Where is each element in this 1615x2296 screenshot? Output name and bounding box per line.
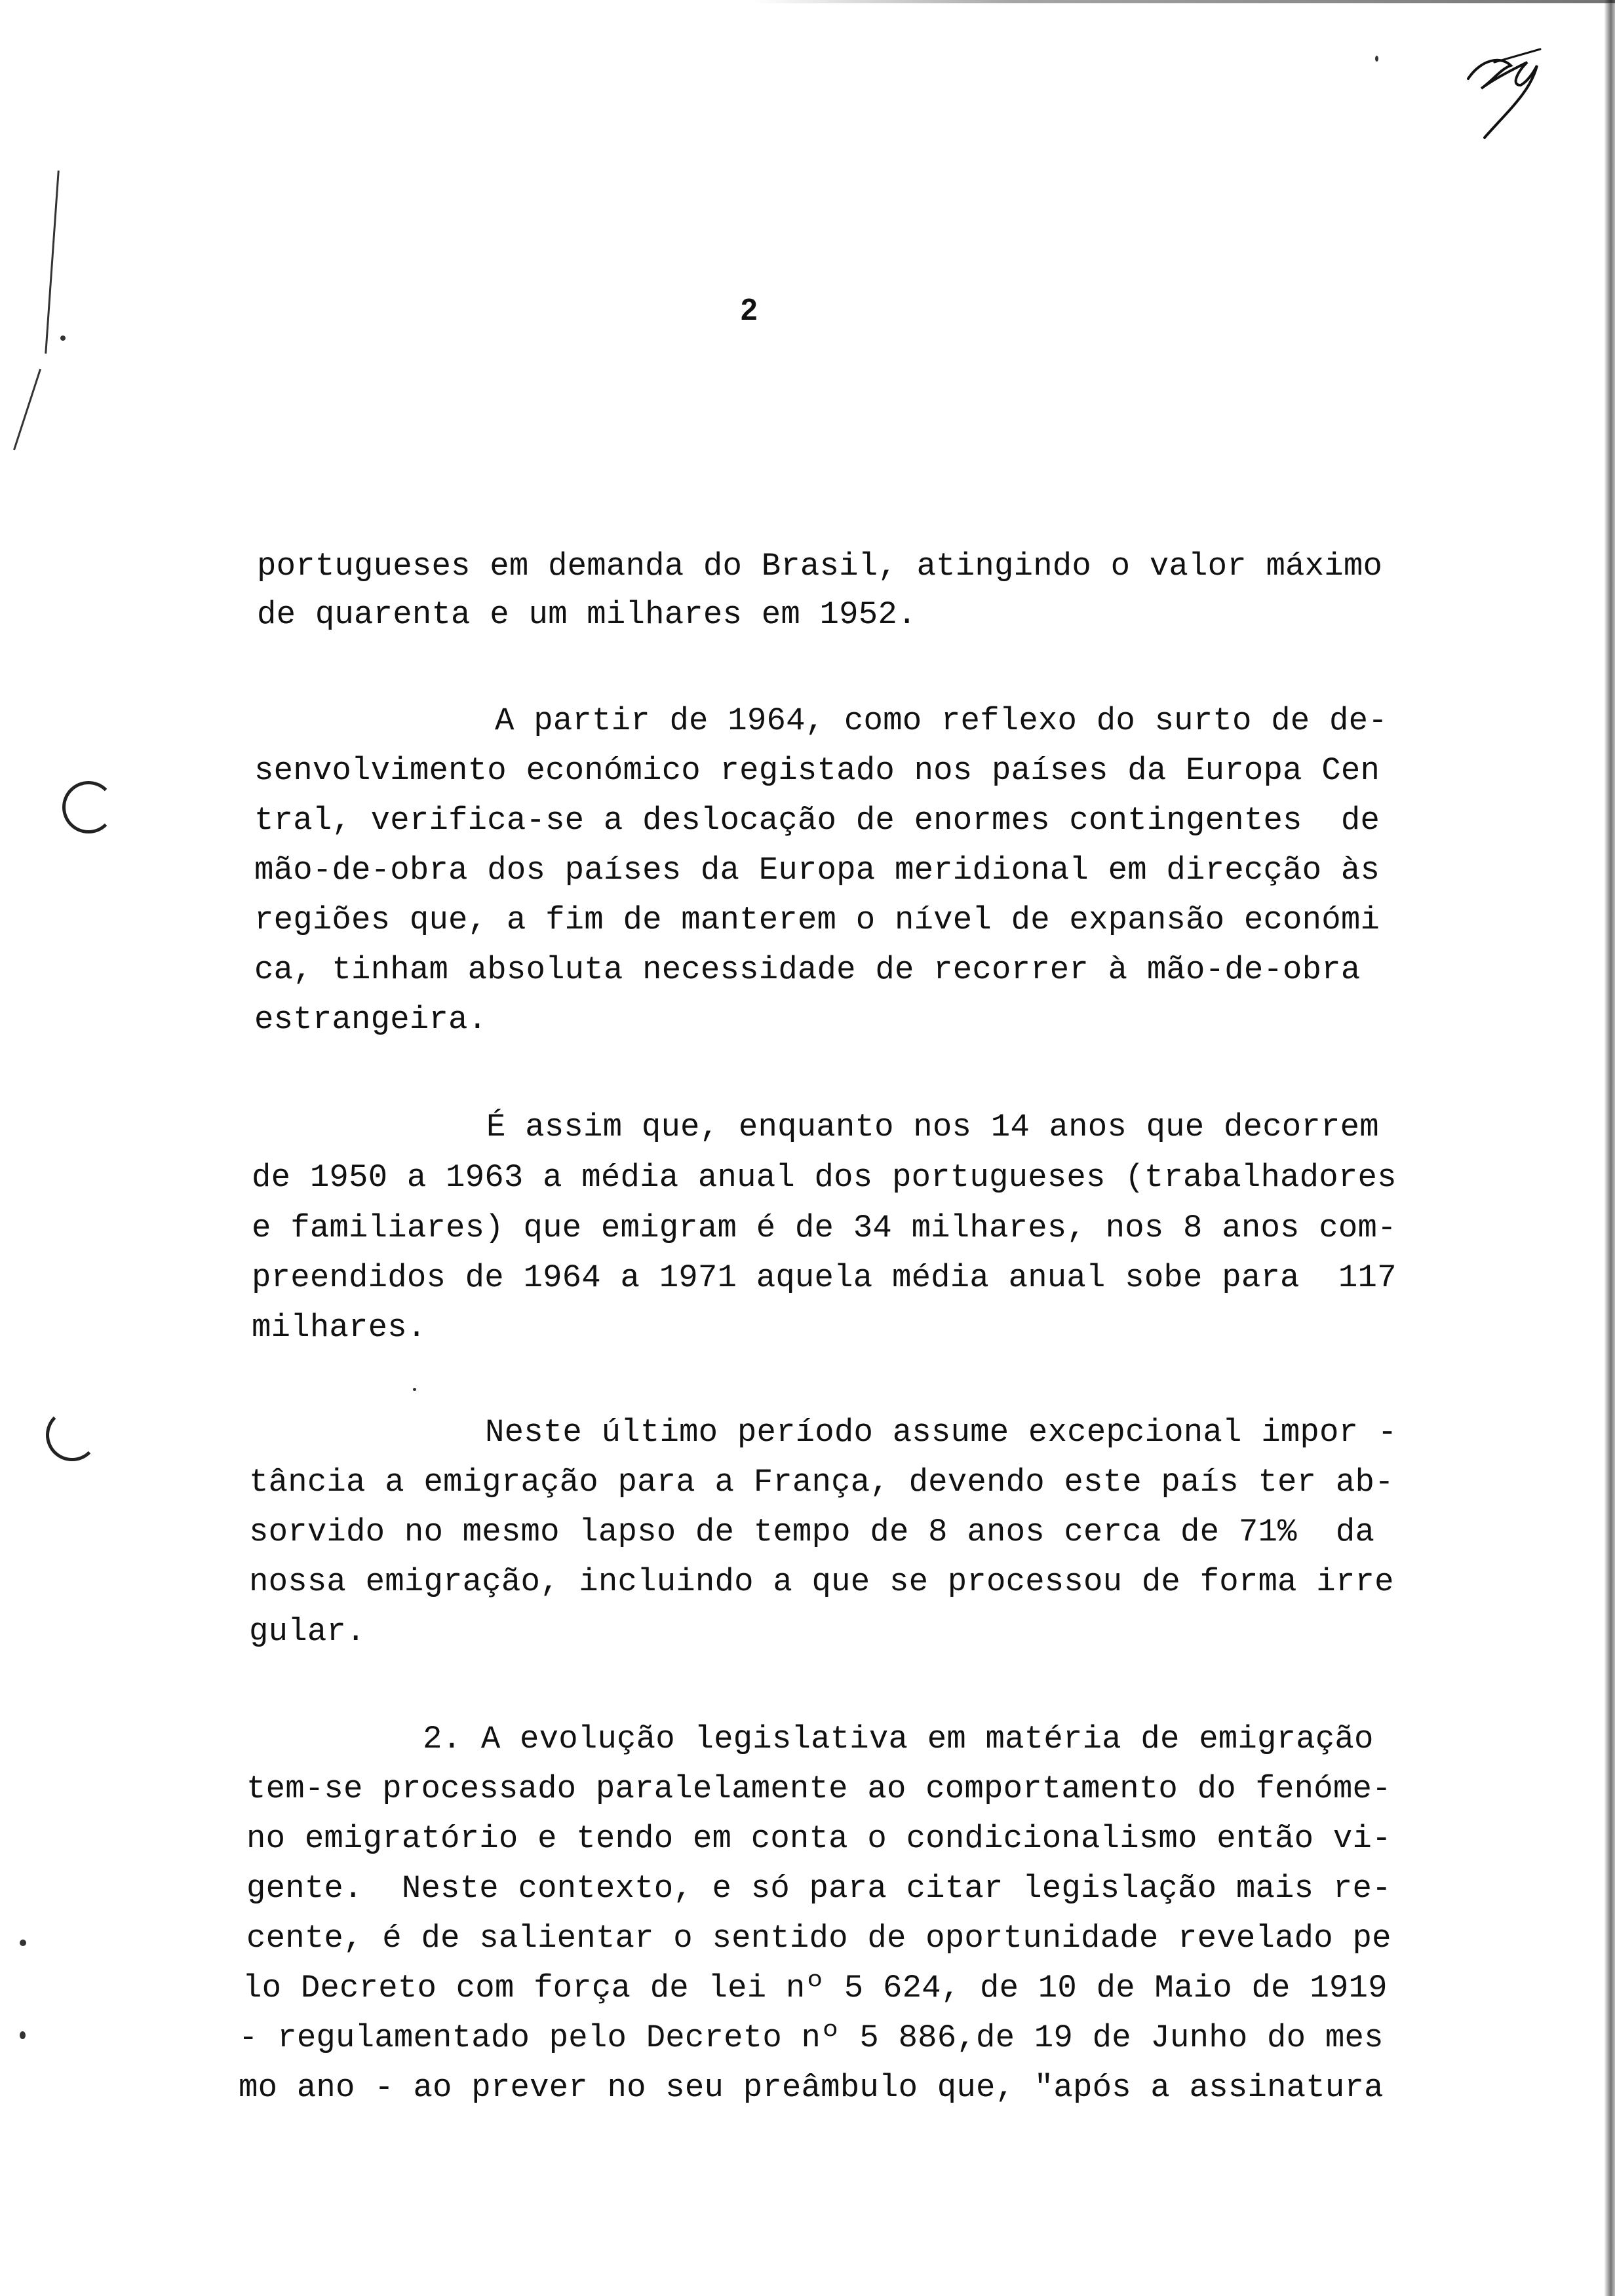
text-line: Neste último período assume excepcional impor - bbox=[485, 1414, 1397, 1451]
text-line: gular. bbox=[249, 1613, 366, 1650]
text-line: mão-de-obra dos países da Europa meridional em direcção às bbox=[254, 852, 1380, 889]
scan-speck bbox=[60, 335, 66, 341]
text-line: nossa emigração, incluindo a que se processou de forma irre bbox=[249, 1563, 1394, 1600]
text-line: regiões que, a fim de manterem o nível de expansão económi bbox=[254, 902, 1380, 938]
text-line: senvolvimento económico registado nos países da Europa Cen bbox=[254, 752, 1380, 789]
punch-hole-mark bbox=[46, 1409, 98, 1461]
punch-hole-mark bbox=[62, 781, 115, 833]
handwritten-initials bbox=[1455, 33, 1553, 144]
text-line: - regulamentado pelo Decreto nº 5 886,de 19 de Junho do mes bbox=[239, 2019, 1384, 2056]
text-line: tem-se processado paralelamente ao comportamento do fenóme- bbox=[246, 1770, 1391, 1807]
text-line: milhares. bbox=[252, 1309, 427, 1346]
scan-top-edge bbox=[754, 0, 1615, 3]
text-line: no emigratório e tendo em conta o condicionalismo então vi- bbox=[246, 1820, 1391, 1857]
text-line: e familiares) que emigram é de 34 milhares, nos 8 anos com- bbox=[252, 1210, 1397, 1246]
text-line: de quarenta e um milhares em 1952. bbox=[257, 596, 917, 633]
text-line: de 1950 a 1963 a média anual dos portugueses (trabalhadores bbox=[252, 1159, 1397, 1196]
text-line: portugueses em demanda do Brasil, atingindo o valor máximo bbox=[257, 548, 1383, 584]
text-line: É assim que, enquanto nos 14 anos que decorrem bbox=[486, 1109, 1379, 1145]
scan-left-mark bbox=[13, 369, 41, 451]
text-line: tância a emigração para a França, devendo este país ter ab- bbox=[249, 1464, 1394, 1501]
scan-right-edge bbox=[1605, 0, 1615, 2296]
text-line: estrangeira. bbox=[254, 1001, 488, 1038]
text-line: lo Decreto com força de lei nº 5 624, de 10 de Maio de 1919 bbox=[243, 1970, 1388, 2006]
text-line: gente. Neste contexto, e só para citar legislação mais re- bbox=[246, 1870, 1391, 1907]
scan-speck bbox=[20, 1940, 26, 1946]
text-line: A partir de 1964, como reflexo do surto de de- bbox=[495, 702, 1388, 739]
scan-speck bbox=[413, 1388, 416, 1391]
page-number: 2 bbox=[741, 292, 758, 326]
text-line: preendidos de 1964 a 1971 aquela média anual sobe para 117 bbox=[252, 1259, 1397, 1296]
text-line: sorvido no mesmo lapso de tempo de 8 anos cerca de 71% da bbox=[249, 1514, 1375, 1550]
scan-speck bbox=[20, 2031, 26, 2039]
text-line: ca, tinham absoluta necessidade de recorrer à mão-de-obra bbox=[254, 951, 1361, 988]
scan-speck bbox=[1375, 56, 1378, 62]
text-line: cente, é de salientar o sentido de oportunidade revelado pe bbox=[246, 1920, 1391, 1957]
text-line: mo ano - ao prever no seu preâmbulo que, "após a assinatura bbox=[239, 2069, 1384, 2106]
text-line: 2. A evolução legislativa em matéria de emigração bbox=[423, 1721, 1374, 1757]
scan-left-mark bbox=[45, 170, 60, 354]
text-line: tral, verifica-se a deslocação de enormes contingentes de bbox=[254, 802, 1380, 839]
